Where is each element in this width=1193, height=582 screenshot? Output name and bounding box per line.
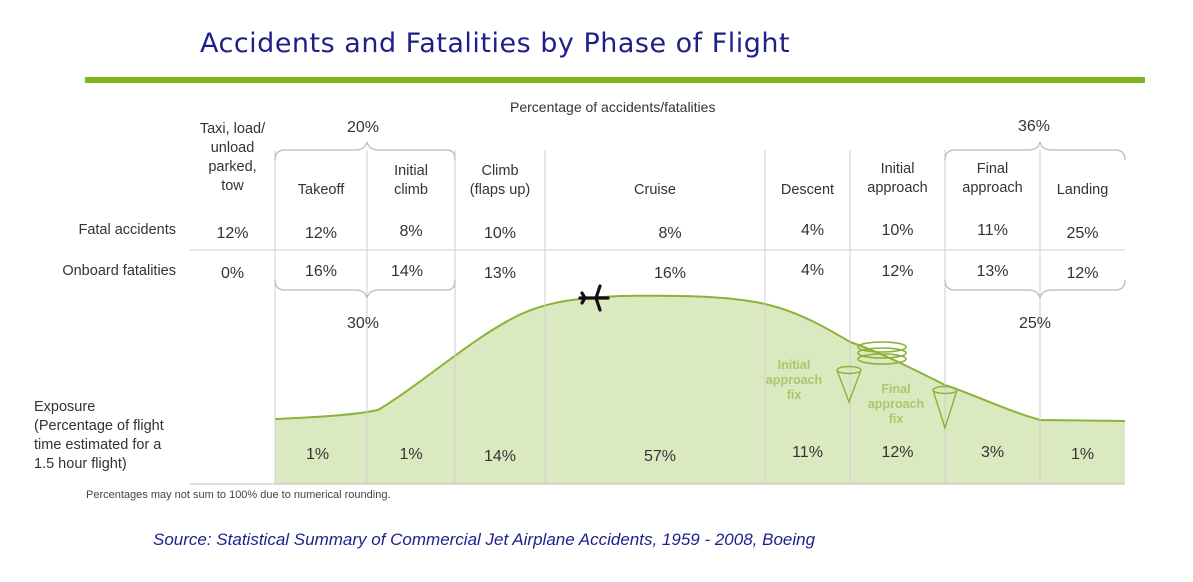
fatal-accidents-value: 25% <box>1066 225 1099 242</box>
group-bottom-left-value: 30% <box>347 315 380 332</box>
phase-header-initial-approach <box>850 160 945 198</box>
phase-name-line: Initial <box>880 161 915 177</box>
exposure-value: 1% <box>1070 446 1095 463</box>
phase-header-climb <box>455 162 545 200</box>
fix-label-line: fix <box>786 388 802 402</box>
fatal-accidents-value: 12% <box>216 225 249 242</box>
final-approach-fix-label <box>858 382 934 427</box>
page-title: Accidents and Fatalities by Phase of Flight <box>200 28 791 59</box>
onboard-fatalities-value: 12% <box>881 263 914 280</box>
fatal-accidents-value: 4% <box>800 222 825 239</box>
onboard-fatalities-value: 16% <box>653 265 687 282</box>
fix-label-line: approach <box>765 373 823 387</box>
fatal-accidents-value: 8% <box>658 225 682 242</box>
fatal-accidents-value: 8% <box>399 223 423 240</box>
phase-header-final-approach <box>945 160 1040 198</box>
onboard-fatalities-value: 14% <box>390 263 424 280</box>
phase-header-takeoff <box>275 181 367 200</box>
fix-label-line: fix <box>888 412 904 426</box>
phase-name-line: tow <box>221 178 244 194</box>
phase-name-line: approach <box>962 180 1023 196</box>
phase-name-line: unload <box>210 140 255 156</box>
phase-header-landing <box>1040 181 1125 200</box>
group-top-right-value: 36% <box>1018 118 1051 135</box>
row-label-fatal-accidents: Fatal accidents <box>78 222 176 238</box>
onboard-fatalities-value: 4% <box>800 262 825 279</box>
fatal-accidents-value: 11% <box>977 222 1008 239</box>
initial-approach-fix-label <box>762 358 826 403</box>
onboard-fatalities-value: 0% <box>220 265 245 282</box>
phase-name-line: (flaps up) <box>469 182 531 198</box>
brace-top-right <box>945 142 1125 160</box>
row-label-exposure <box>34 398 204 474</box>
fix-label-line: Initial <box>777 358 811 372</box>
exposure-label-line: 1.5 hour flight) <box>34 456 127 472</box>
exposure-value: 57% <box>643 448 677 465</box>
group-bottom-right-value: 25% <box>1019 315 1052 332</box>
phase-name-line: Climb <box>481 163 519 179</box>
exposure-value: 12% <box>881 444 914 461</box>
phase-name-line: approach <box>867 180 928 196</box>
fix-label-line: Final <box>881 382 911 396</box>
phase-name-line: Descent <box>780 182 835 198</box>
phase-header-initial-climb <box>367 162 455 200</box>
onboard-fatalities-value: 16% <box>304 263 338 280</box>
phase-name-line: Cruise <box>634 182 676 198</box>
phase-name-line: Landing <box>1056 182 1109 198</box>
row-label-onboard-fatalities: Onboard fatalities <box>62 263 176 279</box>
onboard-fatalities-value: 12% <box>1066 265 1099 282</box>
group-top-left-value: 20% <box>347 119 380 136</box>
onboard-fatalities-value: 13% <box>976 263 1009 280</box>
chart-subtitle: Percentage of accidents/fatalities <box>510 99 716 115</box>
fix-label-line: approach <box>867 397 925 411</box>
phase-header-descent <box>765 181 850 200</box>
rounding-note: Percentages may not sum to 100% due to numerical rounding. <box>86 489 391 501</box>
phase-name-line: Takeoff <box>297 182 345 198</box>
phase-name-line: climb <box>394 182 428 198</box>
exposure-label-line: time estimated for a <box>34 437 162 453</box>
exposure-value: 1% <box>399 446 423 463</box>
exposure-value: 11% <box>792 444 823 461</box>
fatal-accidents-value: 10% <box>483 225 517 242</box>
fatal-accidents-value: 10% <box>881 222 914 239</box>
phase-name-line: Initial <box>394 163 428 179</box>
onboard-fatalities-value: 13% <box>483 265 517 282</box>
phase-name-line: parked, <box>208 159 257 175</box>
brace-top-left <box>275 142 455 160</box>
phase-name-line: Taxi, load/ <box>199 121 266 137</box>
phase-header-cruise <box>545 181 765 200</box>
exposure-value: 1% <box>305 446 330 463</box>
brace-bottom-left <box>275 280 455 298</box>
source-citation: Source: Statistical Summary of Commercial Jet Airplane Accidents, 1959 - 2008, Boeing <box>153 530 816 549</box>
phase-header-taxi <box>190 120 275 196</box>
exposure-value: 14% <box>483 448 517 465</box>
exposure-value: 3% <box>980 444 1005 461</box>
exposure-label-line: Exposure <box>34 399 96 415</box>
exposure-label-line: (Percentage of flight <box>34 418 164 434</box>
fatal-accidents-value: 12% <box>304 225 338 242</box>
phase-name-line: Final <box>976 161 1009 177</box>
